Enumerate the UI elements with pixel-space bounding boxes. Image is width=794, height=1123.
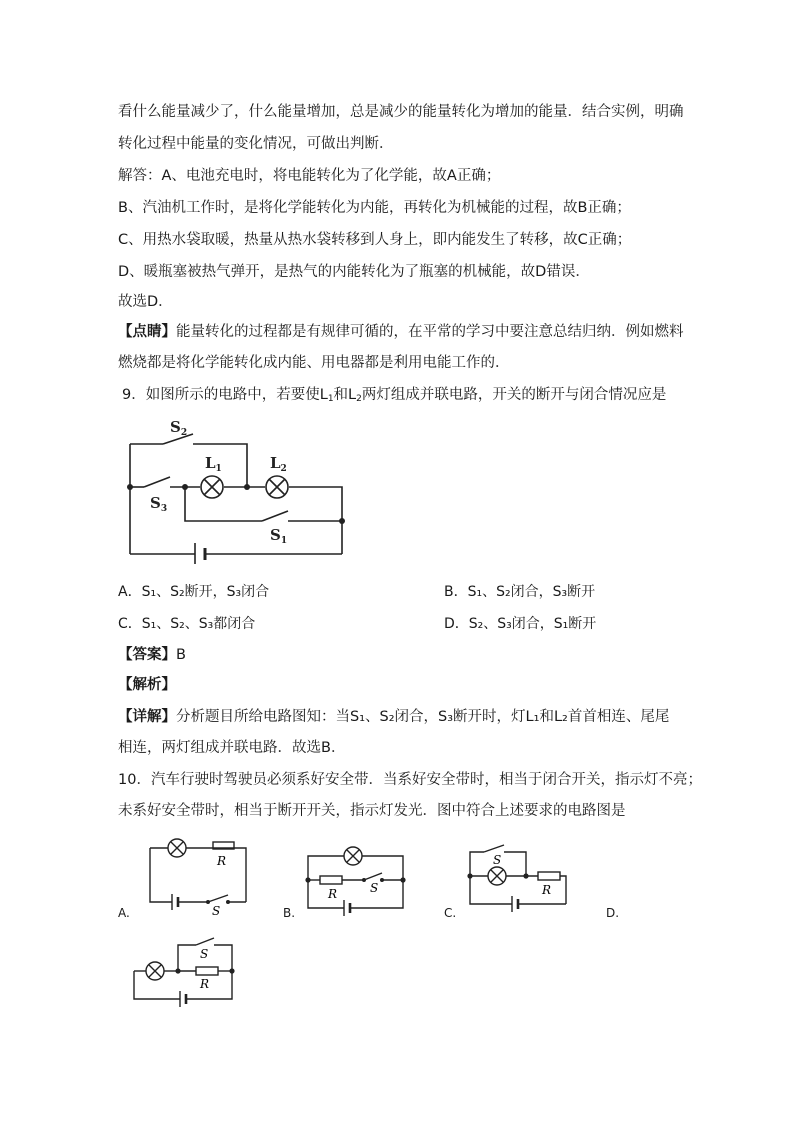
answer-tag: 【答案】	[118, 647, 176, 663]
text-line-6: D、暖瓶塞被热气弹开，是热气的内能转化为了瓶塞的机械能，故D错误．	[118, 264, 590, 280]
q9-stem-sub1: 1	[327, 394, 334, 404]
text-line-1: 看什么能量减少了，什么能量增加，总是减少的能量转化为增加的能量．结合实例，明确	[118, 104, 684, 120]
svg-text:L2: $L_2$	[270, 454, 287, 474]
q10-option-a: A.	[118, 906, 130, 920]
q9-label-s1: S	[270, 526, 281, 544]
q10-circuit-d	[128, 935, 240, 1007]
text-line-3: 解答：A、电池充电时，将电能转化为了化学能，故A正确；	[118, 168, 501, 184]
q9-label-s3: S	[150, 494, 161, 512]
q9-stem-a: 9．如图所示的电路中，若要使L	[122, 387, 328, 403]
q9-label-l1: L	[205, 454, 216, 472]
svg-text:L1: $L_1$	[205, 454, 222, 474]
text-line-4: B、汽油机工作时，是将化学能转化为内能，再转化为机械能的过程，故B正确；	[118, 200, 631, 216]
q9-stem-c: 两灯组成并联电路，开关的断开与闭合情况应是	[361, 387, 667, 403]
q10-c-label-r: R	[542, 883, 552, 897]
tip-line-2: 燃烧都是将化学能转化成内能、用电器都是利用电能工作的．	[118, 355, 510, 371]
q10-b-label-r: R	[328, 887, 338, 901]
tip-text: 能量转化的过程都是有规律可循的，在平常的学习中要注意总结归纳．例如燃料	[176, 324, 684, 340]
q9-label-s2: S	[170, 418, 181, 436]
svg-text:S2: $S_2$	[170, 418, 188, 438]
q9-stem-sub2: 2	[356, 394, 362, 404]
tip-line-1	[118, 322, 684, 342]
q9-stem-b: 和L	[333, 387, 357, 403]
q10-stem-1: 10．汽车行驶时驾驶员必须系好安全带．当系好安全带时，相当于闭合开关，指示灯不亮；	[118, 772, 702, 788]
q10-option-d: D.	[606, 906, 620, 920]
q9-stem	[122, 385, 666, 409]
detail-line-2: 相连，两灯组成并联电路．故选B．	[118, 740, 346, 756]
q10-c-label-s: S	[493, 853, 502, 867]
detail-text-1: 分析题目所给电路图知：当S₁、S₂闭合，S₃断开时，灯L₁和L₂首首相连、尾尾	[176, 709, 670, 725]
q10-stem-2: 未系好安全带时，相当于断开开关，指示灯发光．图中符合上述要求的电路图是	[118, 803, 626, 819]
q9-switch-s1-blade	[262, 511, 288, 521]
q10-circuit-c	[462, 838, 574, 918]
q9-circuit-diagram	[120, 412, 360, 564]
q10-d-label-s: S	[200, 947, 209, 961]
svg-text:S3: $S_3$	[150, 494, 168, 514]
q9-label-l2: L	[270, 454, 281, 472]
answer-value: B	[176, 647, 186, 663]
q10-option-b: B.	[283, 906, 296, 920]
q9-switch-s3-blade	[144, 477, 170, 487]
q9-option-d: D．S₂、S₃闭合，S₁断开	[444, 616, 597, 632]
svg-text:S1: $S_1$	[270, 526, 288, 546]
detail-tag: 【详解】	[118, 709, 176, 725]
tip-tag: 【点睛】	[118, 324, 176, 340]
text-line-5: C、用热水袋取暖，热量从热水袋转移到人身上，即内能发生了转移，故C正确；	[118, 232, 632, 248]
q10-option-c: C.	[444, 906, 457, 920]
q10-a-label-r: R	[217, 854, 227, 868]
detail-line-1	[118, 707, 669, 727]
analysis-tag: 【解析】	[118, 677, 176, 693]
q10-d-label-r: R	[200, 977, 210, 991]
q10-a-label-s: S	[212, 904, 221, 915]
q10-circuit-b	[300, 838, 412, 918]
q9-option-c: C．S₁、S₂、S₃都闭合	[118, 616, 256, 632]
q10-b-label-s: S	[370, 881, 379, 895]
q9-option-b: B．S₁、S₂闭合，S₃断开	[444, 584, 596, 600]
q10-circuit-a	[140, 835, 255, 915]
text-line-7: 故选D．	[118, 294, 173, 310]
q9-option-a: A．S₁、S₂断开，S₃闭合	[118, 584, 270, 600]
text-line-2: 转化过程中能量的变化情况，可做出判断．	[118, 136, 394, 152]
q9-answer-line	[118, 645, 186, 665]
